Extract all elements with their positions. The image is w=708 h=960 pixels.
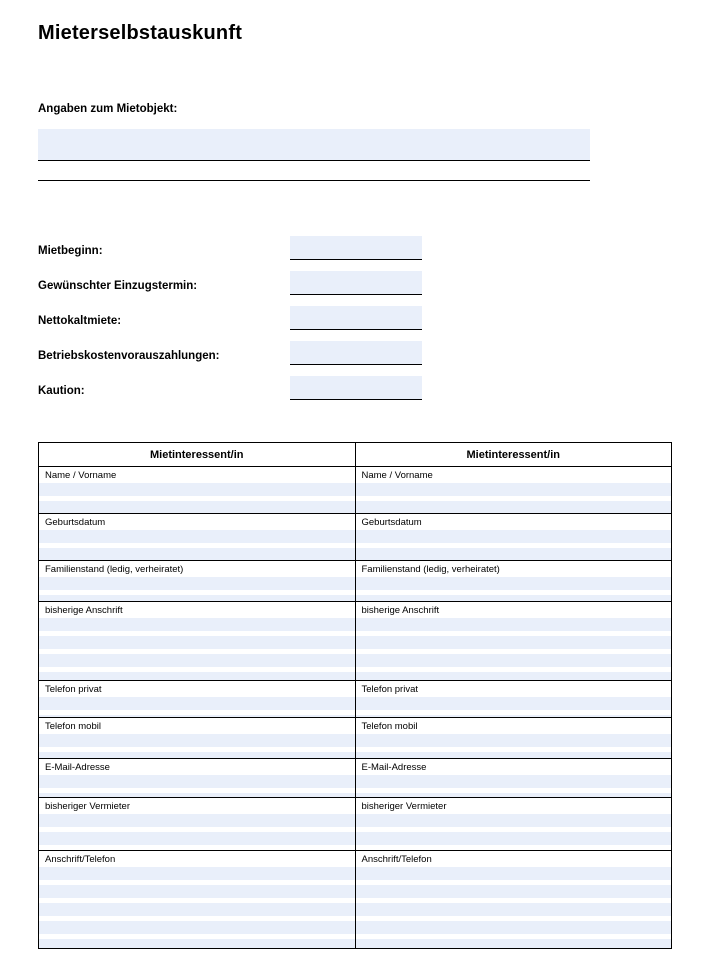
table-row: [39, 798, 672, 851]
table-row: [39, 759, 672, 798]
cell-label-name: Name / Vorname: [39, 467, 355, 483]
cell-label-familienstand: Familienstand (ledig, verheiratet): [356, 561, 672, 577]
cell-input-geburtsdatum-2[interactable]: [356, 530, 672, 560]
field-row-betriebskosten: [38, 330, 672, 365]
cell-label-bisheriger-vermieter: bisheriger Vermieter: [39, 798, 355, 814]
field-row-nettokaltmiete: [38, 295, 672, 330]
cell-input-telefon-privat-2[interactable]: [356, 697, 672, 717]
cell-input-telefon-mobil-2[interactable]: [356, 734, 672, 758]
cell-label-email: E-Mail-Adresse: [356, 759, 672, 775]
table-row: [39, 467, 672, 514]
table-row: [39, 851, 672, 949]
cell-label-telefon-mobil: Telefon mobil: [39, 718, 355, 734]
cell-input-bisherige-anschrift-2[interactable]: [356, 618, 672, 680]
field-row-kaution: [38, 365, 672, 400]
table-header-applicant-1: Mietinteressent/in: [39, 443, 356, 467]
field-input-einzugstermin[interactable]: [290, 271, 422, 295]
cell-label-anschrift-telefon: Anschrift/Telefon: [39, 851, 355, 867]
field-label-mietbeginn: Mietbeginn:: [38, 245, 103, 257]
table-row: [39, 514, 672, 561]
field-label-nettokaltmiete: Nettokaltmiete:: [38, 315, 122, 327]
cell-label-telefon-privat: Telefon privat: [356, 681, 672, 697]
cell-input-telefon-privat-1[interactable]: [39, 697, 355, 717]
table-header-applicant-2: Mietinteressent/in: [355, 443, 672, 467]
cell-input-anschrift-telefon-1[interactable]: [39, 867, 355, 948]
table-row: [39, 602, 672, 681]
cell-label-email: E-Mail-Adresse: [39, 759, 355, 775]
cell-input-name-2[interactable]: [356, 483, 672, 513]
field-label-betriebskosten: Betriebskostenvorauszahlungen:: [38, 350, 220, 362]
cell-input-bisheriger-vermieter-1[interactable]: [39, 814, 355, 850]
cell-label-bisheriger-vermieter: bisheriger Vermieter: [356, 798, 672, 814]
field-row-mietbeginn: [38, 225, 672, 260]
cell-label-name: Name / Vorname: [356, 467, 672, 483]
cell-label-bisherige-anschrift: bisherige Anschrift: [39, 602, 355, 618]
field-input-kaution[interactable]: [290, 376, 422, 400]
fields-section: [38, 225, 672, 400]
field-label-einzugstermin: Gewünschter Einzugstermin:: [38, 280, 198, 292]
cell-label-geburtsdatum: Geburtsdatum: [356, 514, 672, 530]
applicant-table: [38, 442, 672, 949]
field-input-mietbeginn[interactable]: [290, 236, 422, 260]
field-input-betriebskosten[interactable]: [290, 341, 422, 365]
cell-label-bisherige-anschrift: bisherige Anschrift: [356, 602, 672, 618]
cell-input-bisherige-anschrift-1[interactable]: [39, 618, 355, 680]
cell-input-geburtsdatum-1[interactable]: [39, 530, 355, 560]
table-row: [39, 718, 672, 759]
cell-input-email-1[interactable]: [39, 775, 355, 797]
object-input-line-2[interactable]: [38, 161, 590, 181]
cell-input-familienstand-2[interactable]: [356, 577, 672, 601]
cell-input-familienstand-1[interactable]: [39, 577, 355, 601]
cell-label-telefon-mobil: Telefon mobil: [356, 718, 672, 734]
table-row: [39, 561, 672, 602]
cell-label-geburtsdatum: Geburtsdatum: [39, 514, 355, 530]
field-label-kaution: Kaution:: [38, 385, 85, 397]
object-section-label: Angaben zum Mietobjekt:: [38, 103, 178, 115]
page-title: Mieterselbstauskunft: [38, 22, 243, 44]
field-input-nettokaltmiete[interactable]: [290, 306, 422, 330]
field-row-einzugstermin: [38, 260, 672, 295]
object-input-line-1[interactable]: [38, 129, 590, 161]
cell-label-familienstand: Familienstand (ledig, verheiratet): [39, 561, 355, 577]
cell-input-anschrift-telefon-2[interactable]: [356, 867, 672, 948]
table-row: [39, 681, 672, 718]
cell-label-anschrift-telefon: Anschrift/Telefon: [356, 851, 672, 867]
table-header-row: [39, 443, 672, 467]
cell-input-email-2[interactable]: [356, 775, 672, 797]
cell-label-telefon-privat: Telefon privat: [39, 681, 355, 697]
cell-input-name-1[interactable]: [39, 483, 355, 513]
cell-input-bisheriger-vermieter-2[interactable]: [356, 814, 672, 850]
cell-input-telefon-mobil-1[interactable]: [39, 734, 355, 758]
